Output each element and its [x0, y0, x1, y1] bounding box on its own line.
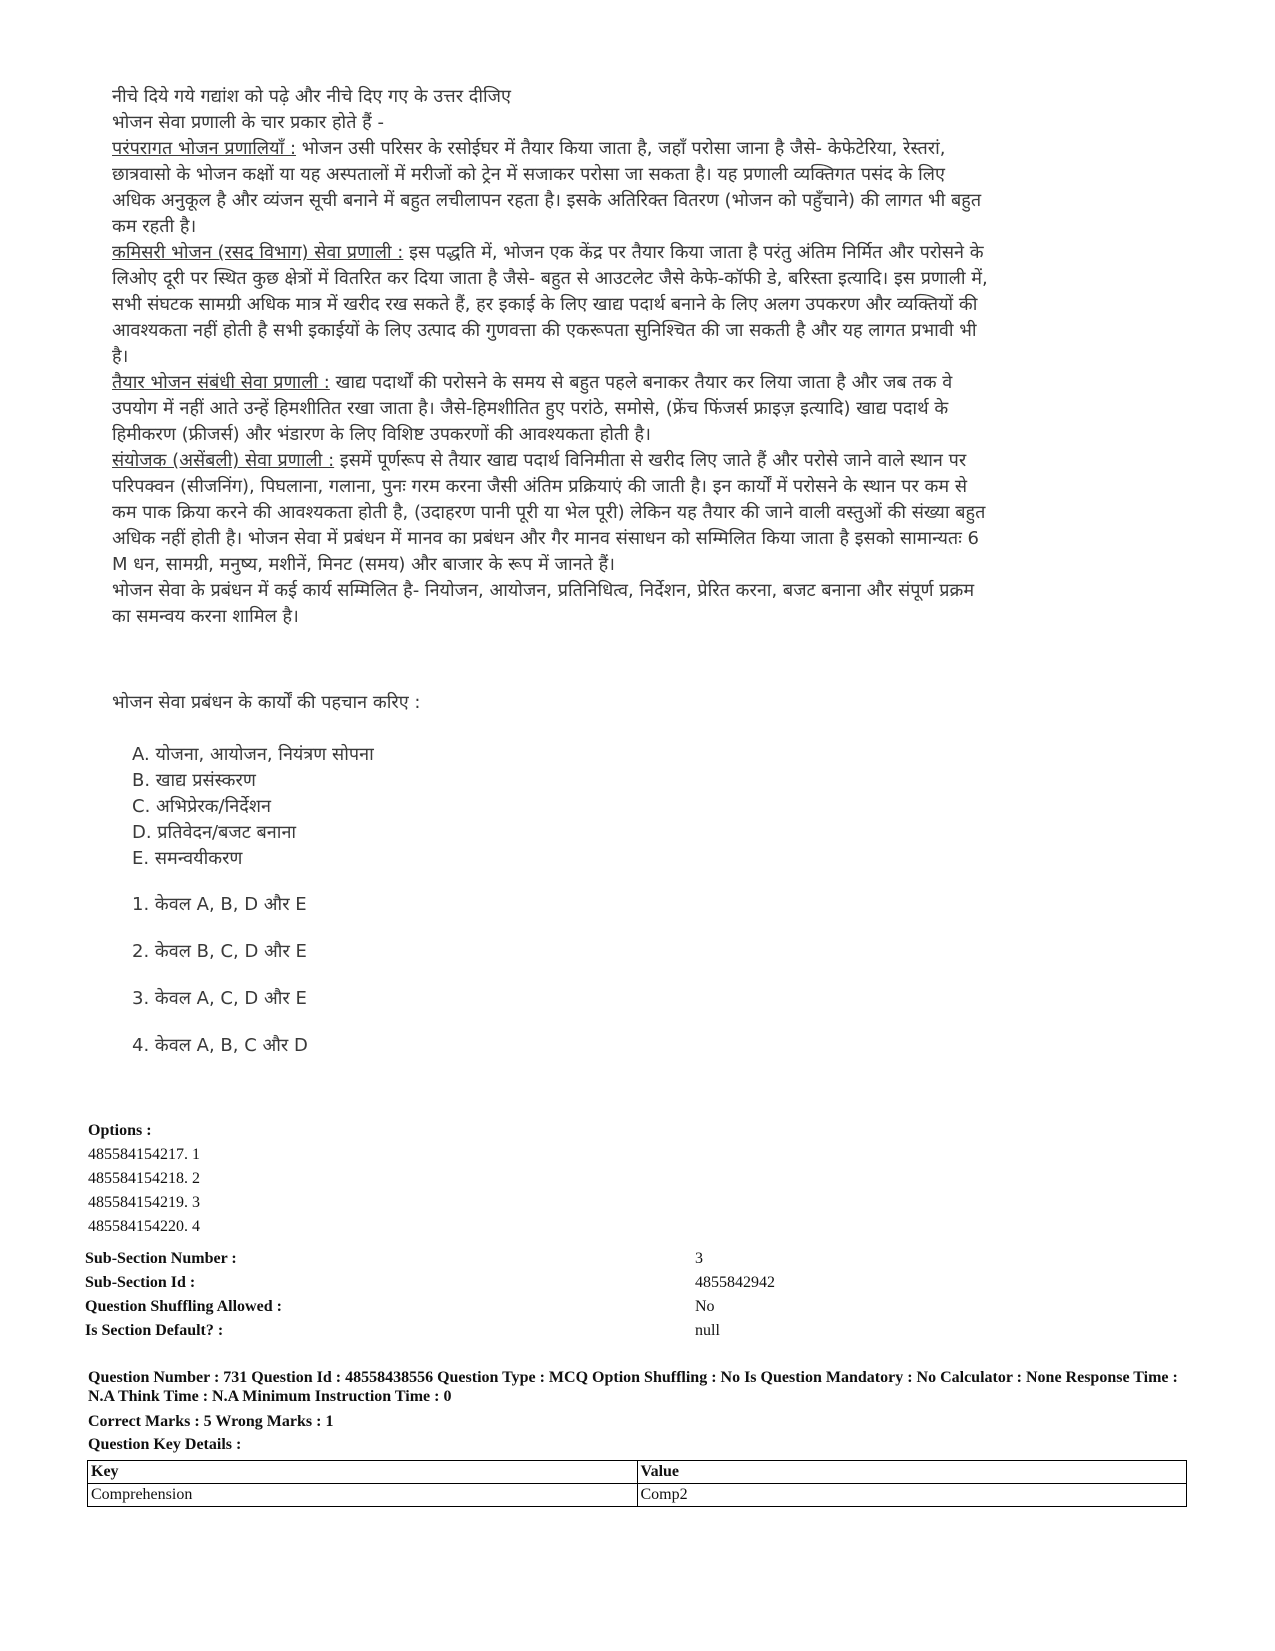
table-cell: Comprehension — [88, 1484, 638, 1507]
column-header: Key — [88, 1461, 638, 1484]
answer-choice: 3. केवल A, C, D और E — [132, 988, 307, 1009]
question-image — [112, 84, 992, 1080]
passage-section — [112, 448, 992, 578]
option-item: 485584154218. 2 — [88, 1170, 200, 1187]
section-heading: परंपरागत भोजन प्रणालियाँ : — [112, 138, 297, 159]
section-heading: कमिसरी भोजन (रसद विभाग) सेवा प्रणाली : — [112, 242, 404, 263]
statement-item: B. खाद्य प्रसंस्करण — [132, 770, 256, 791]
passage-section — [112, 240, 992, 370]
subsection-row — [85, 1298, 985, 1322]
statement-item: E. समन्वयीकरण — [132, 848, 243, 869]
question-key-table — [87, 1460, 1187, 1507]
table-cell: Comp2 — [637, 1484, 1187, 1507]
section-text: इस पद्धति में, भोजन एक केंद्र पर तैयार किया जाता है परंतु अंतिम निर्मित और परोसने के लिओए दूरी पर स्थित कुछ क्षेत्रों में वितरित कर दिया जाता है जैसे- बहुत से आउटलेट जैसे केफे-कॉफी डे, बरिस्ता इत्यादि। इस प्रणाली में, सभी संघटक सामग्री अधिक मात्र में खरीद रख सकते हैं, हर इकाई के लिए खाद्य पदार्थ बनाने के लिए अलग उपकरण और व्यक्तियों की आवश्यकता नहीं होती है सभी इकाईयों के लिए उत्पाद की गुणवत्ता की एकरूपता सुनिश्चित की जा सकती है और यह लागत प्रभावी भी है। — [112, 242, 988, 367]
answer-choice: 2. केवल B, C, D और E — [132, 941, 307, 962]
option-item: 485584154219. 3 — [88, 1194, 200, 1211]
option-item: 485584154217. 1 — [88, 1146, 200, 1163]
option-item: 485584154220. 4 — [88, 1218, 200, 1235]
subsection-value: null — [695, 1322, 720, 1339]
table-row — [88, 1484, 1187, 1507]
passage-intro: भोजन सेवा प्रणाली के चार प्रकार होते हैं - — [112, 112, 384, 133]
statement-item: D. प्रतिवेदन/बजट बनाना — [132, 822, 297, 843]
marks-info: Correct Marks : 5 Wrong Marks : 1 — [88, 1413, 334, 1430]
subsection-key: Is Section Default? : — [85, 1322, 224, 1339]
passage-instruction: नीचे दिये गये गद्यांश को पढ़े और नीचे दिए गए के उत्तर दीजिए — [112, 86, 511, 107]
key-details-title: Question Key Details : — [88, 1436, 242, 1453]
answer-choice: 1. केवल A, B, D और E — [132, 894, 307, 915]
subsection-value: 3 — [695, 1250, 703, 1267]
section-text: इसमें पूर्णरूप से तैयार खाद्य पदार्थ विनिमीता से खरीद लिए जाते हैं और परोसे जाने वाले स्थान पर परिपक्वन (सीजनिंग), पिघलाना, गलाना, पुनः गरम करना जैसी अंतिम प्रक्रियाएं की जाती है। इन कार्यों में परोसने के स्थान पर कम से कम पाक क्रिया करने की आवश्यकता होती है, (उदाहरण पानी पूरी या भेल पूरी) लेकिन यह तैयार की जाने वाली वस्तुओं की संख्या बहुत अधिक नहीं होती है। भोजन सेवा में प्रबंधन में मानव का प्रबंधन और गैर मानव संसाधन को सम्मिलित किया जाता है इसको सामान्यतः 6 M धन, सामग्री, मनुष्य, मशीनें, मिनट (समय) और बाजार के रूप में जानते हैं। — [112, 450, 986, 575]
section-text: भोजन उसी परिसर के रसोईघर में तैयार किया जाता है, जहाँ परोसा जाना है जैसे- केफेटेरिया, रेस्तरां, छात्रवासो के भोजन कक्षों या यह अस्पतालों में मरीजों को ट्रेन में सजाकर परोसा जा सकता है। यह प्रणाली व्यक्तिगत पसंद के लिए अधिक अनुकूल है और व्यंजन सूची बनाने में बहुत लचीलापन रहता है। इसके अतिरिक्त वितरण (भोजन को पहुँचाने) की लागत भी बहुत कम रहती है। — [112, 138, 982, 237]
section-text: खाद्य पदार्थों की परोसने के समय से बहुत पहले बनाकर तैयार कर लिया जाता है और जब तक वे उपयोग में नहीं आते उन्हें हिमशीतित रखा जाता है। जैसे-हिमशीतित हुए परांठे, समोसे, (फ्रेंच फिंजर्स फ्राइज़ इत्यादि) खाद्य पदार्थ के हिमीकरण (फ्रीजर्स) और भंडारण के लिए विशिष्ट उपकरणों की आवश्यकता होती है। — [112, 372, 953, 445]
section-heading: तैयार भोजन संबंधी सेवा प्रणाली : — [112, 372, 330, 393]
table-header-row — [88, 1461, 1187, 1484]
statement-list — [132, 742, 992, 872]
passage-closing: भोजन सेवा के प्रबंधन में कई कार्य सम्मिलित है- नियोजन, आयोजन, प्रतिनिधित्व, निर्देशन, प्रेरित करना, बजट बनाना और संपूर्ण प्रक्रम का समन्वय करना शामिल है। — [112, 580, 975, 627]
section-heading: संयोजक (असेंबली) सेवा प्रणाली : — [112, 450, 335, 471]
comprehension-passage — [112, 84, 992, 630]
statement-item: A. योजना, आयोजन, नियंत्रण सोपना — [132, 744, 374, 765]
column-header: Value — [637, 1461, 1187, 1484]
subsection-value: 4855842942 — [695, 1274, 775, 1291]
question-stem: भोजन सेवा प्रबंधन के कार्यों की पहचान करिए : — [112, 692, 421, 713]
subsection-row — [85, 1322, 985, 1346]
subsection-row — [85, 1250, 985, 1274]
statement-item: C. अभिप्रेरक/निर्देशन — [132, 796, 272, 817]
answer-choice: 4. केवल A, B, C और D — [132, 1035, 308, 1056]
subsection-key: Sub-Section Id : — [85, 1274, 196, 1291]
question-metadata: Question Number : 731 Question Id : 48558438556 Question Type : MCQ Option Shuffling : No Is Question Mandatory : No Calculator : None Response Time : N.A Think Time : N.A Minimum Instruction Time : 0 — [88, 1369, 1178, 1405]
passage-section — [112, 370, 992, 448]
options-title: Options : — [88, 1122, 152, 1139]
subsection-row — [85, 1274, 985, 1298]
subsection-key: Question Shuffling Allowed : — [85, 1298, 282, 1315]
answer-choice-list — [132, 892, 992, 1057]
subsection-key: Sub-Section Number : — [85, 1250, 237, 1267]
passage-section — [112, 136, 992, 240]
subsection-value: No — [695, 1298, 715, 1315]
